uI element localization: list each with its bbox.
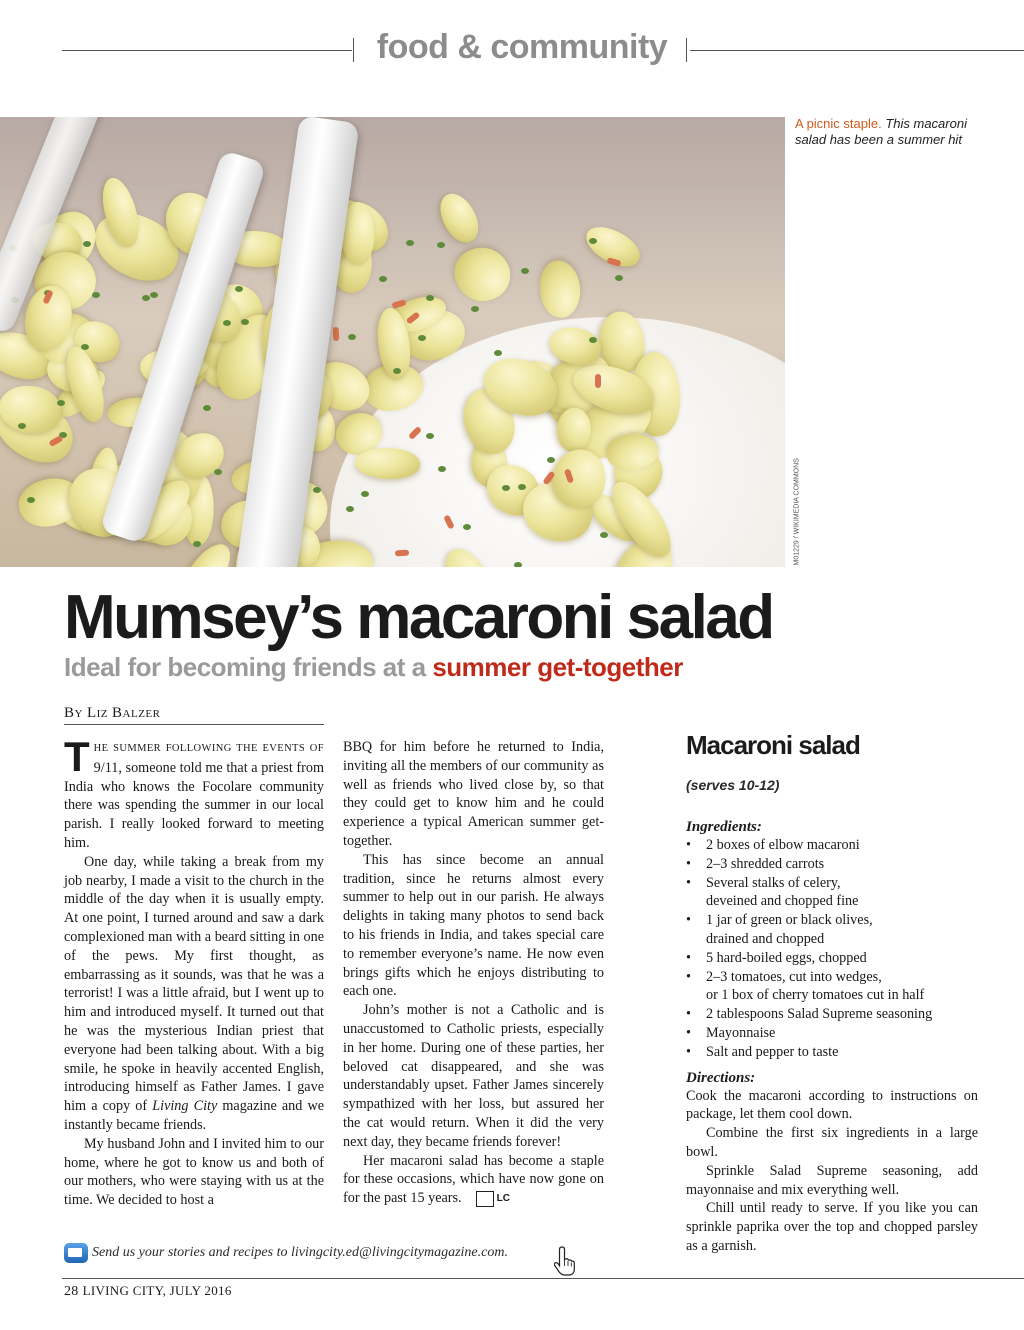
direction-step: Combine the first six ingredients in a large bowl. bbox=[686, 1125, 978, 1160]
herb-fleck bbox=[379, 276, 387, 282]
direction-step: Chill until ready to serve. If you like you can sprinkle paprika over the top and chopped parsley as a garnish. bbox=[686, 1200, 978, 1254]
section-title: food & community bbox=[376, 28, 668, 66]
lead-in: HE SUMMER FOLLOWING THE EVENTS OF bbox=[93, 743, 324, 754]
subheadline bbox=[64, 652, 683, 683]
herb-fleck bbox=[27, 497, 35, 503]
ingredient-item: • Mayonnaise bbox=[686, 1024, 978, 1043]
subhead-accent: summer get-together bbox=[432, 652, 683, 682]
page-footer bbox=[64, 1283, 232, 1300]
herb-fleck bbox=[393, 368, 401, 374]
end-mark-icon: LC bbox=[476, 1191, 494, 1207]
article-column-1 bbox=[64, 733, 324, 1210]
herb-fleck bbox=[514, 562, 522, 567]
byline bbox=[64, 705, 324, 725]
herb-fleck bbox=[471, 306, 479, 312]
direction-step: Cook the macaroni according to instructions on package, let them cool down. bbox=[686, 1087, 978, 1123]
page-number: 28 bbox=[64, 1284, 79, 1299]
ingredient-item: • 1 jar of green or black olives, drained and chopped bbox=[686, 911, 978, 949]
herb-fleck bbox=[518, 484, 526, 490]
ingredient-item: • Salt and pepper to taste bbox=[686, 1043, 978, 1062]
directions-heading: Directions: bbox=[686, 1069, 756, 1086]
byline-word: BALZER bbox=[112, 705, 161, 721]
ingredient-item: • Several stalks of celery, deveined and chopped fine bbox=[686, 874, 978, 912]
paragraph: BBQ for him before he returned to India, inviting all the members of our community as well as friends who lived close by, so that they could get to know him and he could experience a typical American summer get-together. bbox=[343, 739, 604, 849]
drop-cap: T bbox=[64, 733, 90, 780]
ingredient-item: • 2 boxes of elbow macaroni bbox=[686, 836, 978, 855]
recipe-serves: (serves 10-12) bbox=[686, 777, 780, 793]
herb-fleck bbox=[214, 469, 222, 475]
herb-fleck bbox=[494, 350, 502, 356]
herb-fleck bbox=[406, 240, 414, 246]
herb-fleck bbox=[418, 335, 426, 341]
herb-fleck bbox=[502, 485, 510, 491]
herb-fleck bbox=[193, 541, 201, 547]
header-tick-left bbox=[353, 38, 354, 62]
paragraph: This has since become an annual tradition, since he returns almost every summer to help out in our parish. He always delights in taking many photos to send back to his friends in India, and takes special care to remember everyone’s name. He now even brings gifts which he enjoys distributing to each one. bbox=[343, 851, 604, 1000]
carrot-shred bbox=[333, 327, 340, 341]
hero-photo bbox=[0, 117, 785, 567]
herb-fleck bbox=[521, 268, 529, 274]
magazine-title: Living City bbox=[152, 1098, 218, 1115]
footer-rule bbox=[62, 1278, 1024, 1279]
caption-lead: A picnic staple. bbox=[795, 116, 882, 131]
ingredients-list bbox=[686, 836, 978, 1062]
herb-fleck bbox=[589, 238, 597, 244]
directions-text bbox=[686, 1087, 978, 1256]
article-column-2 bbox=[343, 738, 604, 1208]
ingredient-item: • 2 tablespoons Salad Supreme seasoning bbox=[686, 1005, 978, 1024]
macaroni-piece bbox=[447, 238, 518, 310]
paragraph: One day, while taking a break from my job nearby, I made a visit to the church in the middle of the day when it is usually empty. At one point, I turned around and saw a dark complexioned man with a beard sitting in one of the pews. My first thought, as embarrassing as it sounds, was that he was a terrorist! I was a little afraid, but I went up to him and introduced myself. It turned out that he was the mysterious Indian priest that everyone had been talking about. With a big smile, he spoke in heavily accented English, introducing himself as Father James. I gave him a copy of Living City magazine and we instantly became friends. bbox=[64, 853, 324, 1133]
herb-fleck bbox=[600, 532, 608, 538]
carrot-shred bbox=[595, 374, 601, 388]
ingredient-item: • 2–3 tomatoes, cut into wedges, or 1 box of cherry tomatoes cut in half bbox=[686, 968, 978, 1006]
mail-icon[interactable] bbox=[64, 1243, 88, 1263]
headline: Mumsey’s macaroni salad bbox=[64, 583, 773, 652]
byline-word: LIZ bbox=[86, 705, 109, 721]
herb-fleck bbox=[235, 286, 243, 292]
paragraph: Her macaroni salad has become a staple for these occasions, which have now gone on for the past 15 years. LC bbox=[343, 1152, 604, 1207]
byline-word: BY bbox=[64, 705, 83, 721]
herb-fleck bbox=[463, 524, 471, 530]
submission-text[interactable]: Send us your stories and recipes to livingcity.ed@livingcitymagazine.com. bbox=[92, 1245, 508, 1261]
hand-pointer-icon bbox=[554, 1245, 576, 1277]
herb-fleck bbox=[203, 405, 211, 411]
paragraph: THE SUMMER FOLLOWING THE EVENTS OF 9/11, someone told me that a priest from India who knows the Focolare community there was spending the summer in our local parish. I really looked forward to meeting him. bbox=[64, 733, 324, 851]
herb-fleck bbox=[438, 466, 446, 472]
caption-text: This macaroni salad has been a summer hit bbox=[795, 116, 967, 147]
photo-caption bbox=[795, 116, 975, 148]
submission-note bbox=[64, 1243, 508, 1263]
paragraph: John’s mother is not a Catholic and is unaccustomed to Catholic priests, especially in her home. During one of these parties, her beloved cat disappeared, and she was understandably upset. Father James sincerely sympathized with her loss, but assured her the cat would return. When it did the very next day, they became friends forever! bbox=[343, 1002, 604, 1150]
herb-fleck bbox=[589, 337, 597, 343]
subhead-gray: Ideal for becoming friends at a bbox=[64, 652, 433, 682]
ingredients-heading: Ingredients: bbox=[686, 819, 762, 835]
ingredient-item: • 2–3 shredded carrots bbox=[686, 855, 978, 874]
herb-fleck bbox=[223, 320, 231, 326]
header-tick-right bbox=[686, 38, 687, 62]
herb-fleck bbox=[150, 292, 158, 298]
herb-fleck bbox=[348, 334, 356, 340]
herb-fleck bbox=[92, 292, 100, 298]
carrot-shred bbox=[395, 550, 409, 557]
section-header bbox=[62, 30, 1024, 70]
header-rule-right bbox=[690, 50, 1024, 51]
header-rule-left bbox=[62, 50, 352, 51]
macaroni-piece bbox=[539, 260, 580, 317]
direction-step: Sprinkle Salad Supreme seasoning, add mayonnaise and mix everything well. bbox=[686, 1162, 978, 1198]
herb-fleck bbox=[142, 295, 150, 301]
publication-line: LIVING CITY, JULY 2016 bbox=[82, 1283, 232, 1298]
herb-fleck bbox=[615, 275, 623, 281]
macaroni-piece bbox=[432, 187, 486, 248]
paragraph: My husband John and I invited him to our home, where he got to know us and both of our mothers, who were staying with us at the time. We decided to host a bbox=[64, 1135, 324, 1209]
herb-fleck bbox=[437, 242, 445, 248]
recipe-title: Macaroni salad bbox=[686, 730, 860, 760]
recipe-box bbox=[686, 730, 978, 1256]
ingredient-item: • 5 hard-boiled eggs, chopped bbox=[686, 949, 978, 968]
photo-credit: M01229 / WIKIMEDIA COMMONS bbox=[793, 458, 801, 566]
